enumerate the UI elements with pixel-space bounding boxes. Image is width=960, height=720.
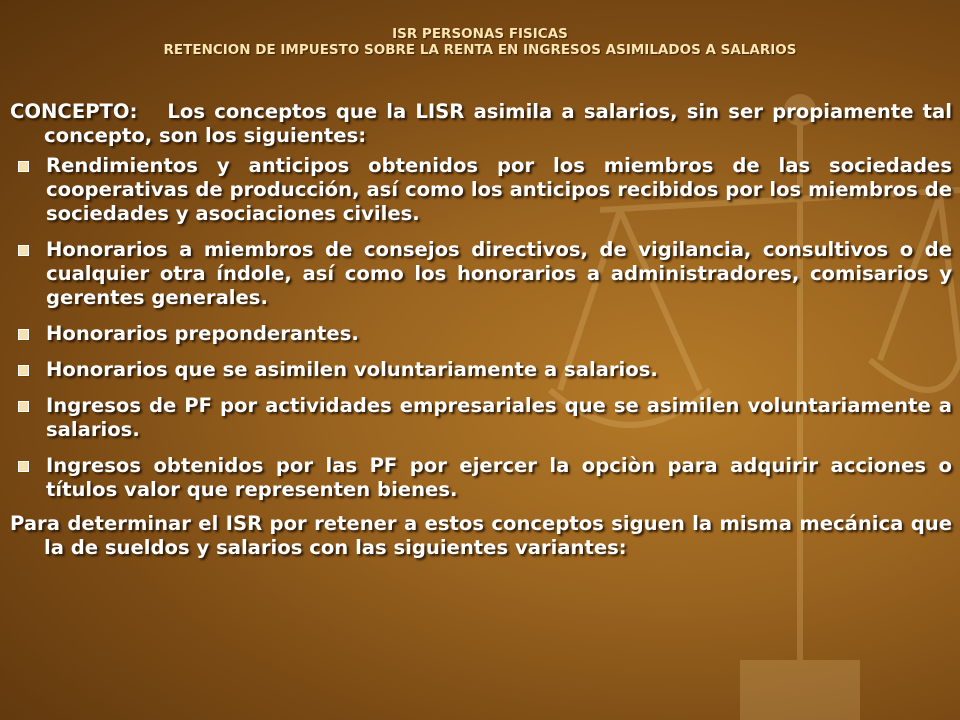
concept-label: CONCEPTO:	[10, 100, 138, 123]
list-item	[10, 154, 952, 226]
square-bullet-icon	[18, 245, 29, 256]
list-item	[10, 238, 952, 310]
slide-content	[10, 100, 952, 566]
title-line-2: RETENCION DE IMPUESTO SOBRE LA RENTA EN INGRESOS ASIMILADOS A SALARIOS	[163, 42, 797, 58]
square-bullet-icon	[18, 365, 29, 376]
title-line-1: ISR PERSONAS FISICAS	[392, 26, 568, 42]
list-item-text: Rendimientos y anticipos obtenidos por los miembros de las sociedades cooperativas de producción, así como los anticipos recibidos por los miembros de sociedades y asociaciones civiles.	[46, 154, 952, 225]
square-bullet-icon	[18, 329, 29, 340]
list-item-text: Honorarios que se asimilen voluntariamente a salarios.	[46, 358, 658, 381]
list-item	[10, 358, 952, 382]
list-item-text: Ingresos obtenidos por las PF por ejercer la opciòn para adquirir acciones o títulos valor que representen bienes.	[46, 454, 952, 501]
list-item-text: Honorarios a miembros de consejos directivos, de vigilancia, consultivos o de cualquier otra índole, así como los honorarios a administradores, comisarios y gerentes generales.	[46, 238, 952, 309]
concept-paragraph	[10, 100, 952, 148]
list-item	[10, 394, 952, 442]
slide-title	[0, 26, 960, 58]
closing-paragraph: Para determinar el ISR por retener a estos conceptos siguen la misma mecánica que la de sueldos y salarios con las siguientes variantes:	[10, 512, 952, 559]
square-bullet-icon	[18, 161, 29, 172]
list-item-text: Honorarios preponderantes.	[46, 322, 359, 345]
square-bullet-icon	[18, 401, 29, 412]
list-item-text: Ingresos de PF por actividades empresariales que se asimilen voluntariamente a salarios.	[46, 394, 952, 441]
concept-text: Los conceptos que la LISR asimila a salarios, sin ser propiamente tal concepto, son los siguientes:	[44, 100, 952, 147]
list-item	[10, 322, 952, 346]
list-item	[10, 454, 952, 502]
square-bullet-icon	[18, 461, 29, 472]
